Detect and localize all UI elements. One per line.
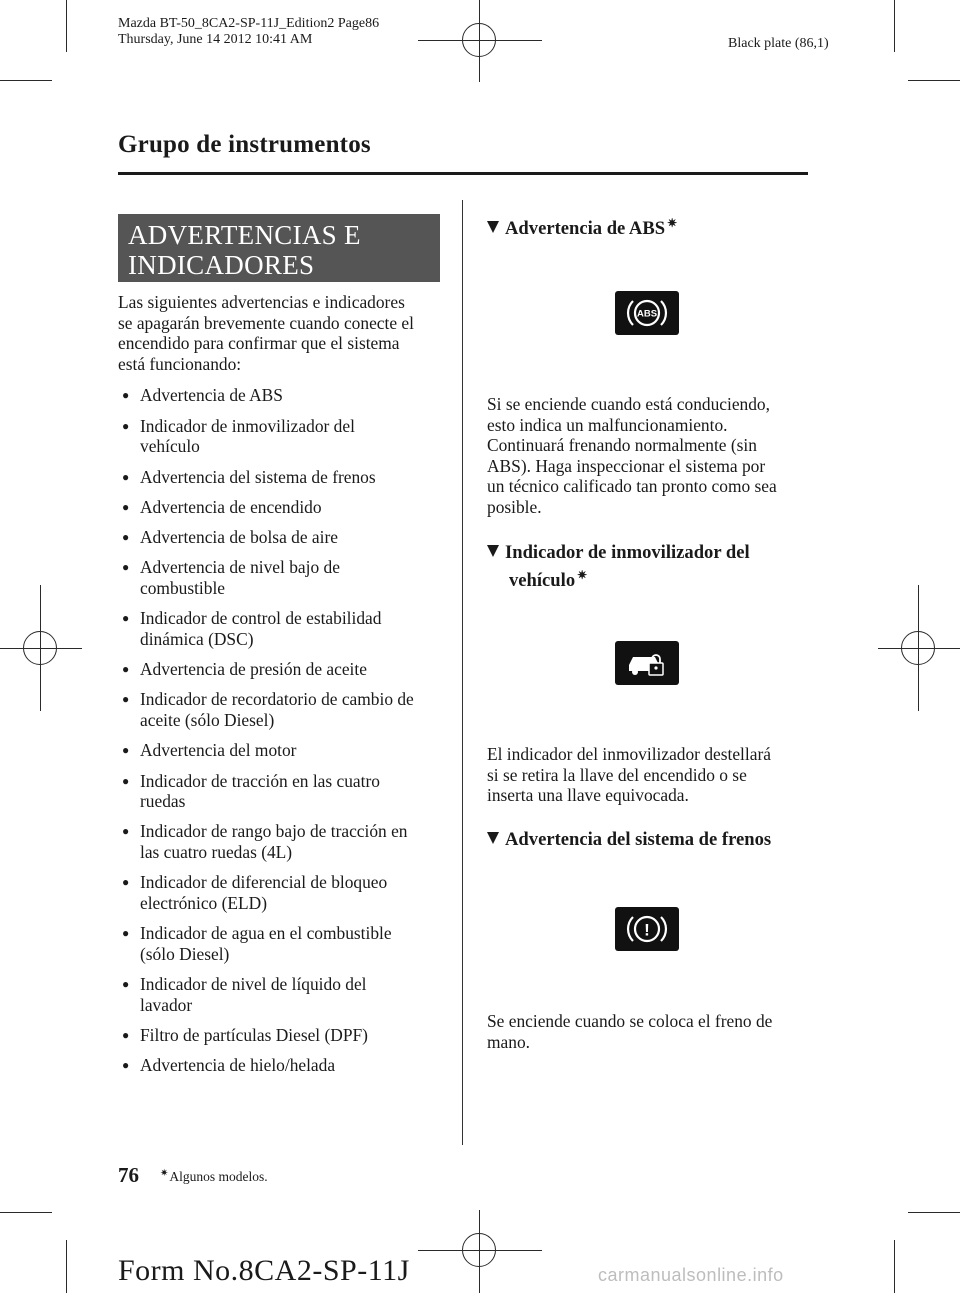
- warnings-title-line1: ADVERTENCIAS E: [128, 220, 361, 250]
- star-mark: ✷: [667, 216, 678, 230]
- left-column: [118, 292, 444, 1086]
- brake-icon-label: !: [644, 920, 650, 940]
- plate-label: Black plate (86,1): [728, 36, 829, 51]
- bullet-icon: ●: [122, 560, 130, 575]
- immobilizer-body: El indicador del inmovilizador destellará si se retira la llave del encendido o se inserta una llave equivocada.: [487, 744, 771, 806]
- abs-icon-label: ABS: [636, 308, 658, 320]
- bullet-icon: ●: [122, 499, 130, 514]
- bullet-icon: ●: [122, 662, 130, 677]
- indicator-list-item: ● Indicador de nivel de líquido del lavador: [122, 974, 367, 1015]
- bullet-icon: ●: [122, 692, 130, 707]
- indicator-list-item: ● Indicador de diferencial de bloqueo electrónico (ELD): [122, 872, 388, 913]
- warnings-title-box: [118, 214, 440, 282]
- indicator-list-item: ● Filtro de partículas Diesel (DPF): [122, 1024, 368, 1045]
- triangle-icon: [487, 545, 499, 557]
- indicator-list-item: ● Advertencia de encendido: [122, 496, 322, 517]
- triangle-icon: [487, 221, 499, 233]
- bullet-icon: ●: [122, 611, 130, 626]
- bullet-icon: ●: [122, 926, 130, 941]
- bullet-icon: ●: [122, 469, 130, 484]
- intro-paragraph: Las siguientes advertencias e indicadores se apagarán brevemente cuando conecte el encendido para confirmar que el sistema está funcionando:: [118, 292, 414, 374]
- form-number: Form No.8CA2-SP-11J: [118, 1254, 410, 1287]
- indicator-list-item: ● Indicador de rango bajo de tracción en las cuatro ruedas (4L): [122, 821, 408, 863]
- print-header-line2: Thursday, June 14 2012 10:41 AM: [118, 32, 313, 47]
- triangle-icon: [487, 832, 499, 844]
- indicator-list-item: ● Advertencia del motor: [122, 740, 297, 761]
- brake-warning-icon: [615, 907, 679, 951]
- abs-heading: Advertencia de ABS ✷: [487, 212, 812, 240]
- brake-body: Se enciende cuando se coloca el freno de mano.: [487, 1011, 773, 1052]
- indicator-list-item: ● Advertencia de ABS: [122, 385, 283, 406]
- star-mark: ✷: [160, 1168, 169, 1179]
- bullet-icon: ●: [122, 1027, 130, 1042]
- bullet-icon: ●: [122, 824, 130, 839]
- indicator-list-item: ● Indicador de control de estabilidad dinámica (DSC): [122, 608, 382, 649]
- indicator-list-item: ● Indicador de tracción en las cuatro ruedas: [122, 770, 380, 812]
- bullet-icon: ●: [122, 530, 130, 545]
- brake-heading: Advertencia del sistema de frenos: [487, 829, 812, 851]
- indicator-list-item: ● Indicador de agua en el combustible (sólo Diesel): [122, 923, 392, 964]
- abs-body: Si se enciende cuando está conduciendo, esto indica un malfuncionamiento. Continuará frenando normalmente (sin ABS). Haga inspeccionar el sistema por un técnico calificado tan pronto como sea posible.: [487, 394, 777, 517]
- indicator-list: [118, 385, 444, 1075]
- indicator-list-item: ● Indicador de inmovilizador del vehículo: [122, 415, 355, 457]
- immobilizer-indicator-icon: [615, 641, 679, 685]
- print-header: [118, 16, 379, 48]
- bullet-icon: ●: [122, 1058, 130, 1073]
- print-header-line1: Mazda BT-50_8CA2-SP-11J_Edition2 Page86: [118, 16, 380, 31]
- immobilizer-heading: Indicador de inmovilizador del vehículo ✷: [487, 542, 812, 592]
- star-mark: ✷: [577, 568, 588, 582]
- page-number: 76: [118, 1163, 139, 1187]
- bullet-icon: ●: [122, 388, 130, 403]
- bullet-icon: ●: [122, 977, 130, 992]
- watermark: carmanualsonline.info: [598, 1265, 784, 1285]
- indicator-list-item: ● Advertencia de bolsa de aire: [122, 527, 338, 548]
- abs-warning-icon: [615, 291, 679, 335]
- footnote: ✷Algunos modelos.: [160, 1168, 268, 1184]
- section-title: Grupo de instrumentos: [118, 131, 371, 158]
- bullet-icon: ●: [122, 743, 130, 758]
- indicator-list-item: ● Advertencia de hielo/helada: [122, 1055, 336, 1076]
- bullet-icon: ●: [122, 418, 130, 433]
- indicator-list-item: ● Indicador de recordatorio de cambio de aceite (sólo Diesel): [122, 689, 414, 730]
- warnings-title-line2: INDICADORES: [128, 250, 315, 280]
- bullet-icon: ●: [122, 875, 130, 890]
- column-divider: [462, 200, 463, 1145]
- title-rule: [118, 172, 808, 175]
- indicator-list-item: ● Advertencia de presión de aceite: [122, 659, 367, 680]
- bullet-icon: ●: [122, 773, 130, 788]
- indicator-list-item: ● Advertencia del sistema de frenos: [122, 466, 376, 487]
- indicator-list-item: ● Advertencia de nivel bajo de combustible: [122, 557, 340, 598]
